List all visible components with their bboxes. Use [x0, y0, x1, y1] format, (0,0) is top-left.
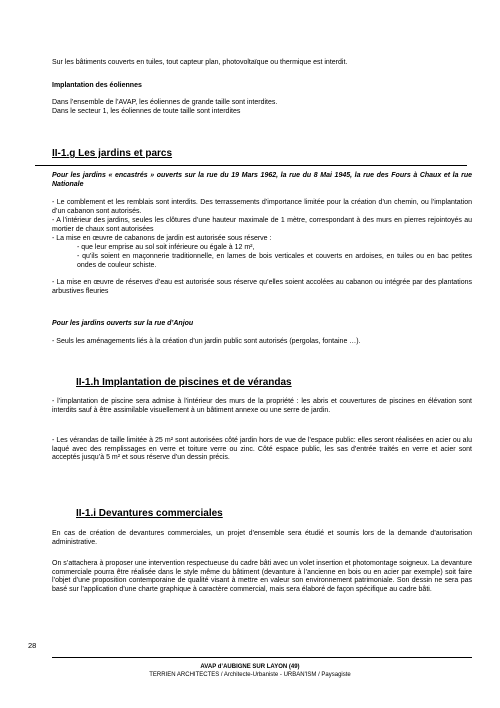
section-g-subheading: Pour les jardins « encastrés » ouverts sur la rue du 19 Mars 1962, la rue du 8 Mai 1945, la rue des Fours à Chaux et la rue Nationale — [52, 172, 472, 188]
section-h-paragraph-1: - l’implantation de piscine sera admise à l’intérieur des murs de la propriété : les abris et couvertures de piscines en élévation sont interdits sauf à être assimilable visuellement à un bâtiment annexe ou une serre de jardin. — [52, 398, 472, 414]
section-g-paragraph-2: - A l’intérieur des jardins, seules les clôtures d’une hauteur maximale de 1 mètre, correspondant à des murs en pierres rejointoyés au mortier de chaux sont autorisées — [52, 217, 472, 233]
section-g-condition-2: - qu’ils soient en maçonnerie traditionnelle, en lames de bois verticales et couverts en ardoises, en tuiles ou en bac petites ondes de couleur schiste. — [77, 253, 472, 269]
section-g-heading: II-1.g Les jardins et parcs — [52, 148, 173, 159]
section-i-paragraph-1: En cas de création de devantures commerciales, un projet d’ensemble sera étudié et soumis lors de la demande d’autorisation administrative. — [52, 530, 472, 546]
footer-divider — [52, 657, 472, 658]
eoliennes-rule-1: Dans l’ensemble de l’AVAP, les éoliennes de grande taille sont interdites. — [52, 99, 278, 106]
section-h-paragraph-2: - Les vérandas de taille limitée à 25 m² sont autorisées côté jardin hors de vue de l’espace public: elles seront réalisées en acier ou alu laqué avec des remplissages en verre et toiture verre ou zinc. Côté espace public, les sas d’entrée traités en verre et acier sont acceptés jusqu’à 5 m² et sous réserve d’un dessin précis. — [52, 437, 472, 462]
footer-title: AVAP d’AUBIGNE SUR LAYON (49) — [200, 664, 300, 670]
section-g-paragraph-3: - La mise en œuvre de cabanons de jardin est autorisée sous réserve : — [52, 235, 272, 242]
eoliennes-rule-2: Dans le secteur 1, les éoliennes de toute taille sont interdites — [52, 108, 241, 115]
eoliennes-heading: Implantation des éoliennes — [52, 82, 142, 89]
section-i-heading: II-1.i Devantures commerciales — [76, 508, 223, 519]
section-g-paragraph-1: - Le comblement et les remblais sont interdits. Des terrassements d’importance limitée pour la création d’un chemin, ou l’implantation d’un cabanon sont autorisés. — [52, 199, 472, 215]
anjou-paragraph: - Seuls les aménagements liés à la création d’un jardin public sont autorisés (pergolas, fontaine …). — [52, 338, 361, 345]
section-divider — [35, 165, 467, 166]
section-g-condition-1: - que leur emprise au sol soit inférieure ou égale à 12 m², — [77, 244, 255, 251]
anjou-heading: Pour les jardins ouverts sur la rue d’Anjou — [52, 320, 194, 327]
section-h-heading: II-1.h Implantation de piscines et de vérandas — [76, 377, 292, 388]
solar-sensor-rule: Sur les bâtiments couverts en tuiles, tout capteur plan, photovoltaïque ou thermique est interdit. — [52, 59, 348, 66]
footer-credits: TERRIEN ARCHITECTES / Architecte-Urbaniste - URBAN'ISM / Paysagiste — [149, 672, 351, 678]
section-i-paragraph-2: On s’attachera à proposer une intervention respectueuse du cadre bâti avec un volet insertion et photomontage soigneux. La devanture commerciale pourra être réalisée dans le style même du bâtiment (devanture à l’ancienne en bois ou en acier par exemple) soit faire l’objet d’une proposition contemporaine de qualité visant à mettre en valeur son environnement patrimoniale. Son dessin ne sera pas basé sur l’application d’une charte graphique à caractère commercial, mais sera élaboré de façon spécifique au cadre bâti. — [52, 560, 472, 593]
page-number: 28 — [28, 641, 37, 650]
section-g-paragraph-4: - La mise en œuvre de réserves d’eau est autorisée sous réserve qu’elles soient accolées au cabanon ou intégrée par des plantations arbustives fleuries — [52, 279, 472, 295]
